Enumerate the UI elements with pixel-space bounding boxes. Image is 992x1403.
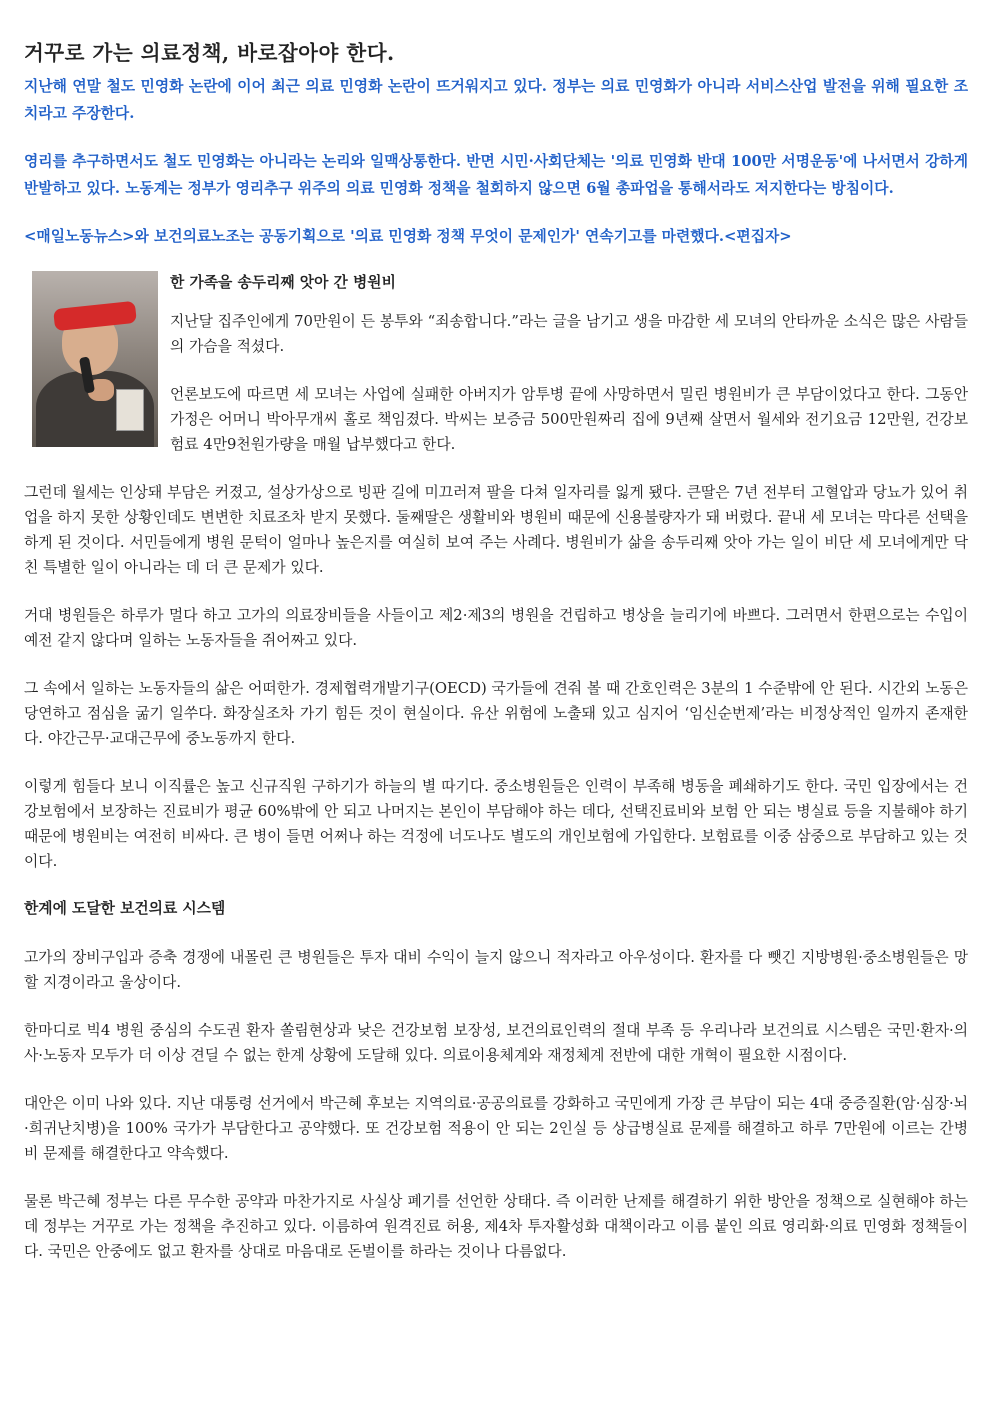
body-paragraph: 물론 박근혜 정부는 다른 무수한 공약과 마찬가지로 사실상 폐기를 선언한 상태다. 즉 이러한 난제를 해결하기 위한 방안을 정책으로 실현해야 하는데 정부는 거꾸로 가는 정책을 추진하고 있다. 이름하여 원격진료 허용, 제4차 투자활성화 대책이라고 이름 붙인 의료 영리화·의료 민영화 정책들이다. 국민은 안중에도 없고 환자를 상대로 마음대로 돈벌이를 하라는 것이나 다름없다. bbox=[24, 1192, 968, 1260]
body-paragraph: 대안은 이미 나와 있다. 지난 대통령 선거에서 박근혜 후보는 지역의료·공공의료를 강화하고 국민에게 가장 큰 부담이 되는 4대 중증질환(암·심장·뇌·희귀난치병)을 100% 국가가 부담한다고 공약했다. 또 건강보험 적용이 안 되는 2인실 등 상급병실료 문제를 해결하고 하루 7만원에 이르는 간병비 문제를 해결한다고 약속했다. bbox=[24, 1094, 968, 1162]
speaker-photo bbox=[32, 271, 158, 447]
section-heading: 한계에 도달한 보건의료 시스템 bbox=[24, 899, 226, 917]
section-heading: 한 가족을 송두리째 앗아 간 병원비 bbox=[170, 273, 396, 291]
body-paragraph: 언론보도에 따르면 세 모녀는 사업에 실패한 아버지가 암투병 끝에 사망하면서 밀린 병원비가 큰 부담이었다고 한다. 그동안 가정은 어머니 박아무개씨 홀로 책임졌다. 박씨는 보증금 500만원짜리 집에 9년째 살면서 월세와 전기요금 12만원, 건강보험료 4만9천원가량을 매월 납부했다고 한다. bbox=[170, 385, 968, 453]
body-paragraph: 그 속에서 일하는 노동자들의 삶은 어떠한가. 경제협력개발기구(OECD) 국가들에 견줘 볼 때 간호인력은 3분의 1 수준밖에 안 된다. 시간외 노동은 당연하고 점심을 굶기 일쑤다. 화장실조차 가기 힘든 것이 현실이다. 유산 위험에 노출돼 있고 심지어 ‘임신순번제’라는 비정상적인 일까지 존재한다. 야간근무·교대근무에 중노동까지 한다. bbox=[24, 679, 968, 747]
body-paragraph: 이렇게 힘들다 보니 이직률은 높고 신규직원 구하기가 하늘의 별 따기다. 중소병원들은 인력이 부족해 병동을 폐쇄하기도 한다. 국민 입장에서는 건강보험에서 보장하는 진료비가 평균 60%밖에 안 되고 나머지는 본인이 부담해야 하는 데다, 선택진료비와 보험 안 되는 병실료 등을 지불해야 하기 때문에 병원비는 여전히 비싸다. 큰 병이 들면 어쩌나 하는 걱정에 너도나도 별도의 개인보험에 가입한다. 보험료를 이중 삼중으로 부담하고 있는 것이다. bbox=[24, 777, 968, 870]
body-paragraph: 지난달 집주인에게 70만원이 든 봉투와 “죄송합니다.”라는 글을 남기고 생을 마감한 세 모녀의 안타까운 소식은 많은 사람들의 가슴을 적셨다. bbox=[170, 312, 968, 355]
lead-paragraph: 지난해 연말 철도 민영화 논란에 이어 최근 의료 민영화 논란이 뜨거워지고 있다. 정부는 의료 민영화가 아니라 서비스산업 발전을 위해 필요한 조치라고 주장한다. bbox=[24, 78, 968, 122]
body-paragraph: 고가의 장비구입과 증축 경쟁에 내몰린 큰 병원들은 투자 대비 수익이 늘지 않으니 적자라고 아우성이다. 환자를 다 뺏긴 지방병원·중소병원들은 망할 지경이라고 울상이다. bbox=[24, 948, 968, 991]
lead-paragraph: 영리를 추구하면서도 철도 민영화는 아니라는 논리와 일맥상통한다. 반면 시민·사회단체는 '의료 민영화 반대 100만 서명운동'에 나서면서 강하게 반발하고 있다. 노동계는 정부가 영리추구 위주의 의료 민영화 정책을 철회하지 않으면 6월 총파업을 통해서라도 저지한다는 방침이다. bbox=[24, 153, 968, 197]
article-title: 거꾸로 가는 의료정책, 바로잡아야 한다. bbox=[24, 41, 395, 65]
editor-note: <매일노동뉴스>와 보건의료노조는 공동기획으로 '의료 민영화 정책 무엇이 문제인가' 연속기고를 마련했다.<편집자> bbox=[24, 228, 792, 245]
photo-section bbox=[24, 271, 968, 457]
body-paragraph: 그런데 월세는 인상돼 부담은 커졌고, 설상가상으로 빙판 길에 미끄러져 팔을 다쳐 일자리를 잃게 됐다. 큰딸은 7년 전부터 고혈압과 당뇨가 있어 취업을 하지 못한 상황인데도 변변한 치료조차 받지 못했다. 둘째딸은 생활비와 병원비 때문에 신용불량자가 돼 버렸다. 끝내 세 모녀는 막다른 선택을 하게 된 것이다. 서민들에게 병원 문턱이 얼마나 높은지를 여실히 보여 주는 사례다. 병원비가 삶을 송두리째 앗아 가는 일이 비단 세 모녀에게만 닥친 특별한 일이 아니라는 데 더 큰 문제가 있다. bbox=[24, 483, 968, 576]
body-paragraph: 한마디로 빅4 병원 중심의 수도권 환자 쏠림현상과 낮은 건강보험 보장성, 보건의료인력의 절대 부족 등 우리나라 보건의료 시스템은 국민·환자·의사·노동자 모두가 더 이상 견딜 수 없는 한계 상황에 도달해 있다. 의료이용체계와 재정체계 전반에 대한 개혁이 필요한 시점이다. bbox=[24, 1021, 968, 1064]
photo-side-text bbox=[170, 271, 968, 457]
body-paragraph: 거대 병원들은 하루가 멀다 하고 고가의 의료장비들을 사들이고 제2·제3의 병원을 건립하고 병상을 늘리기에 바쁘다. 그러면서 한편으로는 수입이 예전 같지 않다며 일하는 노동자들을 쥐어짜고 있다. bbox=[24, 606, 968, 649]
